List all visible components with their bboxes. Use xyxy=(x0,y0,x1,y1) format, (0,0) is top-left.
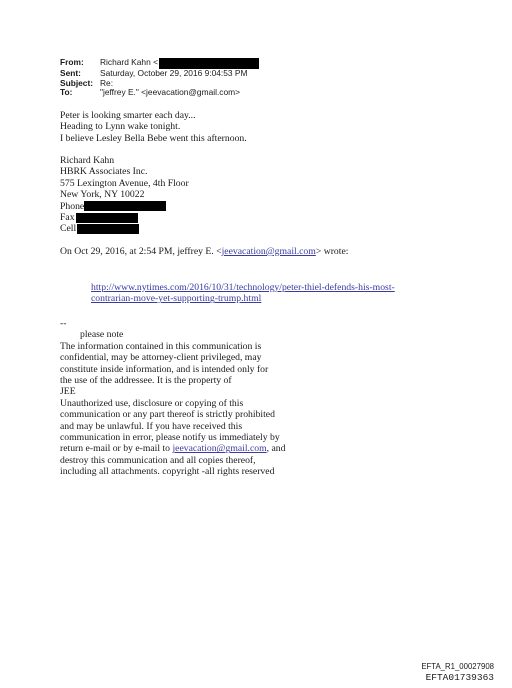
email-link[interactable]: jeevacation@gmail.com xyxy=(172,443,267,455)
redaction-block xyxy=(77,224,139,234)
disclaimer-note: please note xyxy=(80,329,124,341)
redaction-block xyxy=(84,201,166,211)
signature-dashes: -- xyxy=(60,318,67,329)
body-line: Peter is looking smarter each day... xyxy=(60,110,196,121)
disclaimer-line: constitute inside information, and is intended only for xyxy=(60,363,269,375)
signature-address-2: New York, NY 10022 xyxy=(60,189,145,201)
disclaimer-email-line xyxy=(60,443,286,454)
sent-label: Sent: xyxy=(60,68,81,78)
subject-label: Subject: xyxy=(60,77,94,88)
quote-intro-prefix: On Oct 29, 2016, at 2:54 PM, jeffrey E. < xyxy=(60,246,222,257)
quoted-link xyxy=(91,282,395,305)
disclaimer-line: the use of the addressee. It is the property of xyxy=(60,375,232,387)
disclaimer-email-suffix: , and xyxy=(266,443,286,455)
cell-row xyxy=(60,223,189,234)
from-label: From: xyxy=(60,57,84,67)
disclaimer-line: The information contained in this communication is xyxy=(60,340,262,352)
signature-address-1: 575 Lexington Avenue, 4th Floor xyxy=(60,177,189,189)
bates-code-2: EFTA01739363 xyxy=(425,672,494,683)
disclaimer-line: including all attachments. copyright -all rights reserved xyxy=(60,466,275,478)
message-body xyxy=(60,110,247,144)
body-line: Heading to Lynn wake tonight. xyxy=(60,121,181,133)
to-value: "jeffrey E." <jeevacation@gmail.com> xyxy=(100,87,240,98)
disclaimer-block xyxy=(60,318,286,478)
subject-value: Re: xyxy=(100,77,114,88)
to-row xyxy=(60,88,259,98)
disclaimer-line: destroy this communication and all copies thereof, xyxy=(60,454,256,466)
to-label: To: xyxy=(60,87,73,98)
disclaimer-line: and may be unlawful. If you have received this xyxy=(60,420,243,432)
email-header xyxy=(60,58,259,98)
disclaimer-line: JEE xyxy=(60,386,76,398)
bates-code-1: EFTA_R1_00027908 xyxy=(421,662,494,671)
article-link-line-2[interactable]: contrarian-move-yet-supporting-trump.html xyxy=(91,293,262,305)
disclaimer-line: Unauthorized use, disclosure or copying of this xyxy=(60,397,244,409)
signature-name: Richard Kahn xyxy=(60,155,115,166)
disclaimer-line: communication or any part thereof is strictly prohibited xyxy=(60,409,275,421)
fax-row xyxy=(60,212,189,223)
disclaimer-email-prefix: return e-mail or by e-mail to xyxy=(60,443,173,455)
quote-intro-suffix: > wrote: xyxy=(315,246,349,257)
quote-intro xyxy=(60,246,348,257)
from-value: Richard Kahn < xyxy=(100,57,158,67)
fax-label: Fax xyxy=(60,212,75,224)
signature-company: HBRK Associates Inc. xyxy=(60,166,148,178)
sent-value: Saturday, October 29, 2016 9:04:53 PM xyxy=(100,68,248,78)
body-line: I believe Lesley Bella Bebe went this afternoon. xyxy=(60,132,247,144)
email-link[interactable]: jeevacation@gmail.com xyxy=(221,246,316,257)
signature-block xyxy=(60,155,189,235)
disclaimer-line: confidential, may be attorney-client privileged, may xyxy=(60,352,262,364)
cell-label: Cell xyxy=(60,223,77,235)
phone-label: Phone xyxy=(60,200,85,212)
phone-row xyxy=(60,201,189,212)
disclaimer-line: communication in error, please notify us immediately by xyxy=(60,432,280,444)
article-link-line-1[interactable]: http://www.nytimes.com/2016/10/31/technology/peter-thiel-defends-his-most- xyxy=(91,282,395,293)
redaction-block xyxy=(76,213,138,223)
